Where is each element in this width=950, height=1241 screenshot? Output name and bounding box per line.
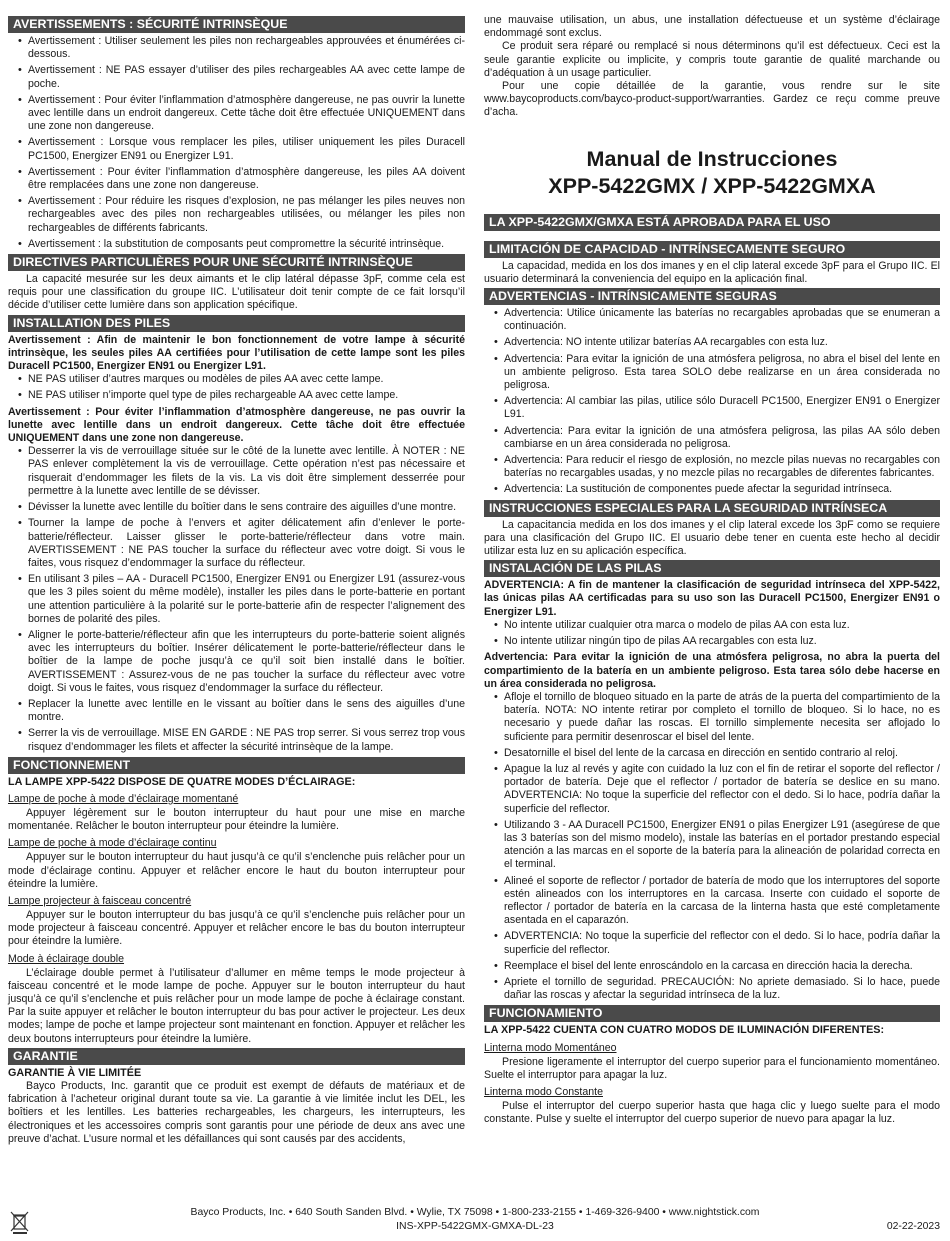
left-column bbox=[8, 14, 465, 1146]
section-heading: INSTALACIÓN DE LAS PILAS bbox=[484, 560, 940, 577]
list-item: • Afloje el tornillo de bloqueo situado en la parte de atrás de la puerta del compartimiento de la batería. NOTA: NO intente retirar por completo el tornillo de bloqueo. Si lo hace, no es necesario y puede dañar las roscas. El tornillo simplemente necesita ser aflojado lo suficiente para permitir desenroscar el bisel del lente. bbox=[504, 691, 940, 744]
section-heading: AVERTISSEMENTS : SÉCURITÉ INTRINSÈQUE bbox=[8, 16, 465, 33]
mode-title: Lampe projecteur à faisceau concentré bbox=[8, 894, 192, 907]
list-item: • Avertissement : Pour réduire les risques d’explosion, ne pas mélanger les piles neuves non rechargeables avec des piles non rechargeables utilisées, ou mélanger les piles non rechargeables de différents fabricants. bbox=[28, 195, 465, 235]
section-heading: INSTRUCCIONES ESPECIALES PARA LA SEGURIDAD INTRÍNSECA bbox=[484, 500, 940, 517]
subheading: LA XPP-5422 CUENTA CON CUATRO MODOS DE ILUMINACIÓN DIFERENTES: bbox=[484, 1024, 885, 1037]
paragraph: Appuyer légèrement sur le bouton interrupteur du haut pour une mise en marche momentanée. Relâcher le bouton interrupteur pour éteindre la lumière. bbox=[8, 806, 465, 833]
paragraph: Ce produit sera réparé ou remplacé si nous déterminons qu’il est défectueux. Ceci est la seule garantie explicite ou implicite, y compris toute garantie de qualité marchande ou d’adéquation à un usage particulier. bbox=[484, 40, 940, 79]
list-item: • No intente utilizar cualquier otra marca o modelo de pilas AA con esta luz. bbox=[504, 619, 940, 632]
manual-title: Manual de Instrucciones bbox=[586, 146, 838, 171]
paragraph: La capacidad, medida en los dos imanes y en el clip lateral excede 3pF para el Grupo IIC. El usuario determinará la conveniencia del equipo en la aplicación final. bbox=[484, 259, 940, 285]
list-item: • Advertencia: Para reducir el riesgo de explosión, no mezcle pilas nuevas no recargables con baterías no recargables usadas, y no mezcle pilas no recargables de diferentes fabricantes. bbox=[504, 454, 940, 480]
list-item: • Avertissement : Utiliser seulement les piles non rechargeables approuvées et énumérées ci-dessous. bbox=[28, 35, 465, 61]
paragraph: Appuyer sur le bouton interrupteur du bas jusqu’à ce qu’il s’enclenche puis relâcher pour un mode projecteur à faisceau concentré. Appuyer et relâcher encore le bas du bouton interrupteur pour éteindre la lumière. bbox=[8, 908, 465, 948]
warning-list bbox=[8, 35, 465, 251]
paragraph: une mauvaise utilisation, un abus, une installation défectueuse et un système d’éclairage endommagé sont exclus. bbox=[484, 14, 940, 40]
list-item: • Tourner la lampe de poche à l’envers et agiter délicatement afin d’enlever le porte-batterie/réflecteur. Laisser glisser le porte-batterie/réflecteur dans votre main. AVERTISSEMENT : NE PAS toucher la surface du réflecteur avec votre doigt. Si vous le faites, vous risquez d’endommager la surface du réflecteur. bbox=[28, 517, 465, 570]
paragraph: Presione ligeramente el interruptor del cuerpo superior para el funcionamiento momentáneo. Suelte el interruptor para apagar la luz. bbox=[484, 1055, 940, 1081]
mode-title: Linterna modo Constante bbox=[484, 1085, 603, 1098]
manual-model: XPP-5422GMX / XPP-5422GMXA bbox=[548, 173, 876, 198]
instruction-list bbox=[484, 619, 940, 648]
list-item: • Advertencia: La sustitución de componentes puede afectar la seguridad intrínseca. bbox=[504, 483, 940, 496]
list-item: • Avertissement : NE PAS essayer d’utiliser des piles rechargeables AA avec cette lampe de poche. bbox=[28, 64, 465, 90]
paragraph: Bayco Products, Inc. garantit que ce produit est exempt de défauts de matériaux et de fabrication à l’acheteur original durant toute sa vie. La garantie à vie limitée inclut les DEL, les boîtiers et les lentilles. Les batteries rechargeables, les chargeurs, les interrupteurs, les électroniques et les accessoires compris sont garantis pour une période de deux ans avec une preuve d’achat. L’usure normal et les défaillances qui sont causés par des accidents, bbox=[8, 1080, 465, 1145]
list-item: • Desserrer la vis de verrouillage située sur le côté de la lunette avec lentille. À NOTER : NE PAS enlever complètement la vis de verrouillage. Cette opération n’est pas nécessaire et risquerait d’endommager les filets de la vis. La vis doit être simplement desserrée pour permettre à la lunette avec lentille de se dévisser. bbox=[28, 445, 465, 498]
paragraph: Appuyer sur le bouton interrupteur du haut jusqu’à ce qu’il s’enclenche puis relâcher pour un mode d’éclairage continu. Appuyer et relâcher encore le haut du bouton interrupteur pour éteindre la lumière. bbox=[8, 851, 465, 890]
instruction-list bbox=[8, 445, 465, 753]
section-heading: FONCTIONNEMENT bbox=[8, 757, 465, 774]
mode-title: Lampe de poche à mode d’éclairage momentané bbox=[8, 792, 239, 805]
paragraph: Pulse el interruptor del cuerpo superior hasta que haga clic y luego suelte para el modo constante. Pulse y suelte el interruptor del cuerpo superior de nuevo para apagar la luz. bbox=[484, 1099, 940, 1126]
paragraph: L’éclairage double permet à l’utilisateur d’allumer en même temps le mode projecteur à faisceau concentré et le mode lampe de poche. Appuyer sur le bouton interrupteur du haut jusqu’à ce qu’il s’enclenche et puis relâcher pour un mode lampe de poche à éclairage constant. Par la suite appuyer et relâcher le bouton interrupteur du bas pour activer le projecteur. Les deux modes; lampe de poche et lampe projecteur sont maintenant en fonction. Appuyer et relâcher les deux boutons interrupteurs pour éteindre la lumière. bbox=[8, 966, 465, 1045]
list-item: • En utilisant 3 piles – AA - Duracell PC1500, Energizer EN91 ou Energizer L91 (assurez-vous que les 3 piles soient du même modèle), installer les piles dans le porte-batterie en portant une attention particulière à la polarité sur le porte-batterie afin de respecter l’alignement des bornes de polarité des piles. bbox=[28, 573, 465, 626]
list-item: • No intente utilizar ningún tipo de pilas AA recargables con esta luz. bbox=[504, 635, 940, 648]
list-item: • Avertissement : Pour éviter l’inflammation d’atmosphère dangereuse, ne pas ouvrir la lunette avec lentille dans un endroit dangereux. Cette tâche doit être effectuée UNIQUEMENT dans une zone non dangereuse. bbox=[28, 94, 465, 134]
section-heading: LIMITACIÓN DE CAPACIDAD - INTRÍNSECAMENTE SEGURO bbox=[484, 241, 940, 258]
list-item: • Advertencia: Para evitar la ignición de una atmósfera peligrosa, no abra el bisel del lente en un ambiente peligroso. Esta tarea SOLO debe realizarse en un área considerada no peligrosa. bbox=[504, 353, 940, 393]
list-item: • Alineé el soporte de reflector / portador de batería de modo que los interruptores del soporte estén alineados con los interruptores en la carcasa. Inserte con cuidado el soporte de reflector / portador de batería en la carcasa de la linterna hasta que esté completamente asentada en el caparazón. bbox=[504, 875, 940, 928]
right-column bbox=[484, 14, 940, 1126]
footer-date: 02-22-2023 bbox=[886, 1221, 940, 1232]
list-item: • Apague la luz al revés y agite con cuidado la luz con el fin de retirar el soporte del reflector / portador de batería. Deje que el reflector / portador de batería se deslice en su mano. ADVERTENCIA: No toque la superficie del reflector con el dedo. Si lo hace, podría dañar la superficie del reflector. bbox=[504, 763, 940, 816]
list-item: • Advertencia: NO intente utilizar baterías AA recargables con esta luz. bbox=[504, 336, 940, 349]
list-item: • Replacer la lunette avec lentille en le vissant au boîtier dans le sens des aiguilles d’une montre. bbox=[28, 698, 465, 724]
list-item: • Advertencia: Utilice únicamente las baterías no recargables aprobadas que se enumeran a continuación. bbox=[504, 307, 940, 333]
warning-paragraph: ADVERTENCIA: A fin de mantener la clasificación de seguridad intrínseca del XPP-5422, las únicas pilas AA certificadas para su uso son las Duracell PC1500, Energizer EN91 o Energizer L91. bbox=[484, 579, 940, 618]
manual-title-block bbox=[484, 146, 940, 200]
list-item: • NE PAS utiliser d’autres marques ou modèles de piles AA avec cette lampe. bbox=[28, 373, 465, 386]
section-heading: FUNCIONAMIENTO bbox=[484, 1005, 940, 1022]
warning-paragraph: Advertencia: Para evitar la ignición de una atmósfera peligrosa, no abra la puerta del compartimiento de la batería en un ambiente peligroso. Esta tarea sólo debe hacerse en un área considerada no peligrosa. bbox=[484, 651, 940, 690]
warning-list bbox=[484, 307, 940, 497]
instruction-list bbox=[484, 691, 940, 1002]
list-item: • Utilizando 3 - AA Duracell PC1500, Energizer EN91 o pilas Energizer L91 (asegúrese de que las 3 baterías son del mismo modelo), instale las baterías en el portador prestando especial atención a las marcas en el soporte de la batería para la alineación de polaridad correcta en el terminal. bbox=[504, 819, 940, 872]
mode-title: Lampe de poche à mode d’éclairage continu bbox=[8, 837, 217, 850]
list-item: • Avertissement : la substitution de composants peut compromettre la sécurité intrinsèque. bbox=[28, 238, 465, 251]
list-item: • Serrer la vis de verrouillage. MISE EN GARDE : NE PAS trop serrer. Si vous serrez trop vous risquez d’endommager les filets et affecter la sécurité intrinsèque de la lampe. bbox=[28, 727, 465, 753]
subheading: LA LAMPE XPP-5422 DISPOSE DE QUATRE MODES D’ÉCLAIRAGE: bbox=[8, 775, 356, 788]
list-item: • Avertissement : Pour éviter l’inflammation d’atmosphère dangereuse, les piles AA doivent être remplacées dans une zone non dangereuse. bbox=[28, 166, 465, 192]
footer-doc-code: INS-XPP-5422GMX-GMXA-DL-23 bbox=[396, 1221, 554, 1232]
list-item: • Aligner le porte-batterie/réflecteur afin que les interrupteurs du porte-batterie soient alignés avec les interrupteurs du boîtier. Insérer délicatement le porte-batterie/réflecteur dans le boîtier de la lampe de poche jusqu’à ce qu’il soit bien installé dans le boîtier. AVERTISSEMENT : Assurez-vous de ne pas toucher la surface du réflecteur avec votre doigt. Si vous le faites, vous risquez d’endommager la surface du réflecteur. bbox=[28, 629, 465, 695]
list-item: • Advertencia: Al cambiar las pilas, utilice sólo Duracell PC1500, Energizer EN91 o Energizer L91. bbox=[504, 395, 940, 421]
subheading: GARANTIE À VIE LIMITÉE bbox=[8, 1066, 142, 1079]
list-item: • Desatornille el bisel del lente de la carcasa en dirección en sentido contrario al reloj. bbox=[504, 747, 940, 760]
section-heading: DIRECTIVES PARTICULIÈRES POUR UNE SÉCURITÉ INTRINSÈQUE bbox=[8, 254, 465, 271]
mode-title: Linterna modo Momentáneo bbox=[484, 1041, 617, 1054]
paragraph: La capacitancia medida en los dos imanes y el clip lateral excede los 3pF como se requiere para una clasificación del Grupo IIC. El usuario debe tener en cuenta este hecho al decidir utilizar esta luz en su aplicación específica. bbox=[484, 518, 940, 558]
warning-paragraph: Avertissement : Pour éviter l’inflammation d’atmosphère dangereuse, ne pas ouvrir la lunette avec lentille dans un endroit dangereux. Cette tâche doit être effectuée UNIQUEMENT dans une zone non dangereuse. bbox=[8, 405, 465, 445]
instruction-list bbox=[8, 373, 465, 402]
section-heading: INSTALLATION DES PILES bbox=[8, 315, 465, 332]
section-heading: LA XPP-5422GMX/GMXA ESTÁ APROBADA PARA EL USO bbox=[484, 214, 940, 231]
list-item: • NE PAS utiliser n’importe quel type de piles rechargeable AA avec cette lampe. bbox=[28, 389, 465, 402]
section-heading: GARANTIE bbox=[8, 1048, 465, 1065]
mode-title: Mode à éclairage double bbox=[8, 952, 125, 965]
section-heading: ADVERTENCIAS - INTRÍNSICAMENTE SEGURAS bbox=[484, 288, 940, 305]
list-item: • Dévisser la lunette avec lentille du boîtier dans le sens contraire des aiguilles d’une montre. bbox=[28, 501, 465, 514]
list-item: • Reemplace el bisel del lente enroscándolo en la carcasa en dirección hacia la derecha. bbox=[504, 960, 940, 973]
list-item: • ADVERTENCIA: No toque la superficie del reflector con el dedo. Si lo hace, podría dañar la superficie del reflector. bbox=[504, 930, 940, 956]
list-item: • Avertissement : Lorsque vous remplacer les piles, utiliser uniquement les piles Duracell PC1500, Energizer EN91 ou Energizer L91. bbox=[28, 136, 465, 162]
list-item: • Advertencia: Para evitar la ignición de una atmósfera peligrosa, las pilas AA sólo deben cambiarse en un área considerada no peligrosa. bbox=[504, 425, 940, 451]
warning-paragraph: Avertissement : Afin de maintenir le bon fonctionnement de votre lampe à sécurité intrinsèque, les seules piles AA certifiées pour l’utilisation de cette lampe sont les piles Duracell PC1500, Energizer EN91 ou Energizer L91. bbox=[8, 333, 465, 373]
footer-address: Bayco Products, Inc. • 640 South Sanden Blvd. • Wylie, TX 75098 • 1-800-233-2155 • 1-469-326-9400 • www.nightstick.com bbox=[190, 1207, 760, 1218]
paragraph: Pour une copie détaillée de la garantie, vous rendre sur le site www.baycoproducts.com/bayco-product-support/warranties. Gardez ce reçu comme preuve d’acha. bbox=[484, 80, 940, 119]
paragraph: La capacité mesurée sur les deux aimants et le clip latéral dépasse 3pF, comme cela est requis pour une classification du groupe IIC. L’utilisateur doit tenir compte de ce fait lorsqu’il décide d’utiliser cette lumière dans son application spécifique. bbox=[8, 273, 465, 312]
list-item: • Apriete el tornillo de seguridad. PRECAUCIÓN: No apriete demasiado. Si lo hace, puede dañar las roscas y afectar la seguridad intrínseca de la luz. bbox=[504, 976, 940, 1002]
